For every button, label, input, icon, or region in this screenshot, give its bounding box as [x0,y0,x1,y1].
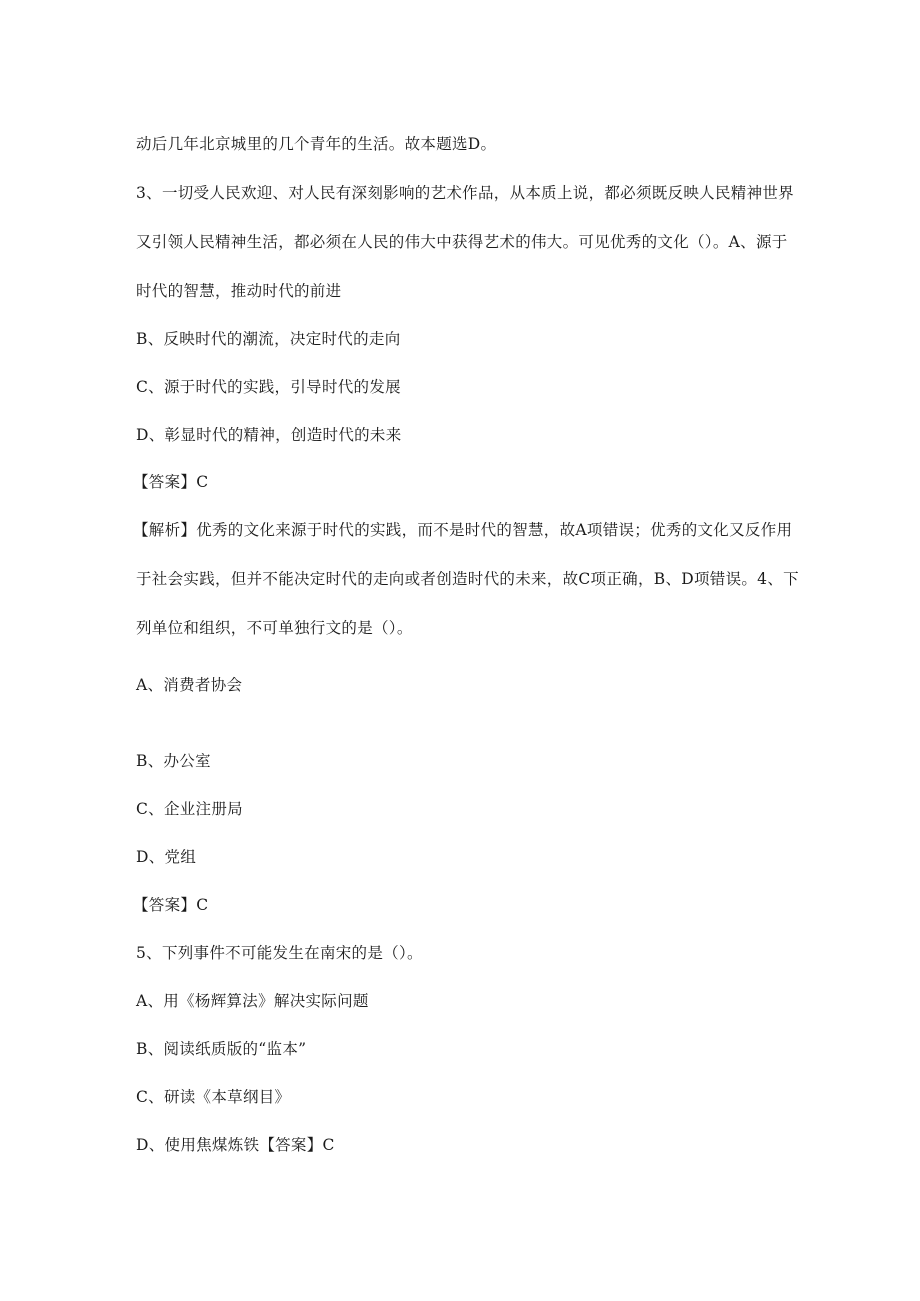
question-5-option-d-and-answer: D、使用焦煤炼铁【答案】C [136,1136,335,1154]
question-5-option-c: C、研读《本草纲目》 [136,1088,291,1106]
question-4-option-b: B、办公室 [136,752,211,770]
question-3-explanation: 【解析】优秀的文化来源于时代的实践，而不是时代的智慧，故A项错误；优秀的文化又反作用 [133,521,793,539]
question-4-stem: 列单位和组织，不可单独行文的是（）。 [136,619,413,637]
question-3-explanation: 于社会实践，但并不能决定时代的走向或者创造时代的未来，故C项正确，B、D项错误。4、下 [136,570,799,588]
paragraph-line: 动后几年北京城里的几个青年的生活。故本题选D。 [136,135,497,153]
question-3-answer: 【答案】C [133,473,209,491]
question-3-stem: 3、一切受人民欢迎、对人民有深刻影响的艺术作品，从本质上说，都必须既反映人民精神世界 [136,184,794,202]
question-3-option-c: C、源于时代的实践，引导时代的发展 [136,378,401,396]
question-3-option-b: B、反映时代的潮流，决定时代的走向 [136,330,401,348]
question-5-stem: 5、下列事件不可能发生在南宋的是（）。 [136,944,423,962]
question-4-answer: 【答案】C [133,896,209,914]
question-5-option-a: A、用《杨辉算法》解决实际问题 [136,992,369,1010]
question-3-stem: 又引领人民精神生活，都必须在人民的伟大中获得艺术的伟大。可见优秀的文化（）。A、源于 [136,233,788,251]
question-3-option-d: D、彰显时代的精神，创造时代的未来 [136,426,402,444]
question-3-option-a: 时代的智慧，推动时代的前进 [136,282,342,300]
question-5-option-b: B、阅读纸质版的“监本” [136,1040,307,1058]
question-4-option-c: C、企业注册局 [136,800,243,818]
question-4-option-d: D、党组 [136,848,197,866]
question-4-option-a: A、消费者协会 [136,676,243,694]
